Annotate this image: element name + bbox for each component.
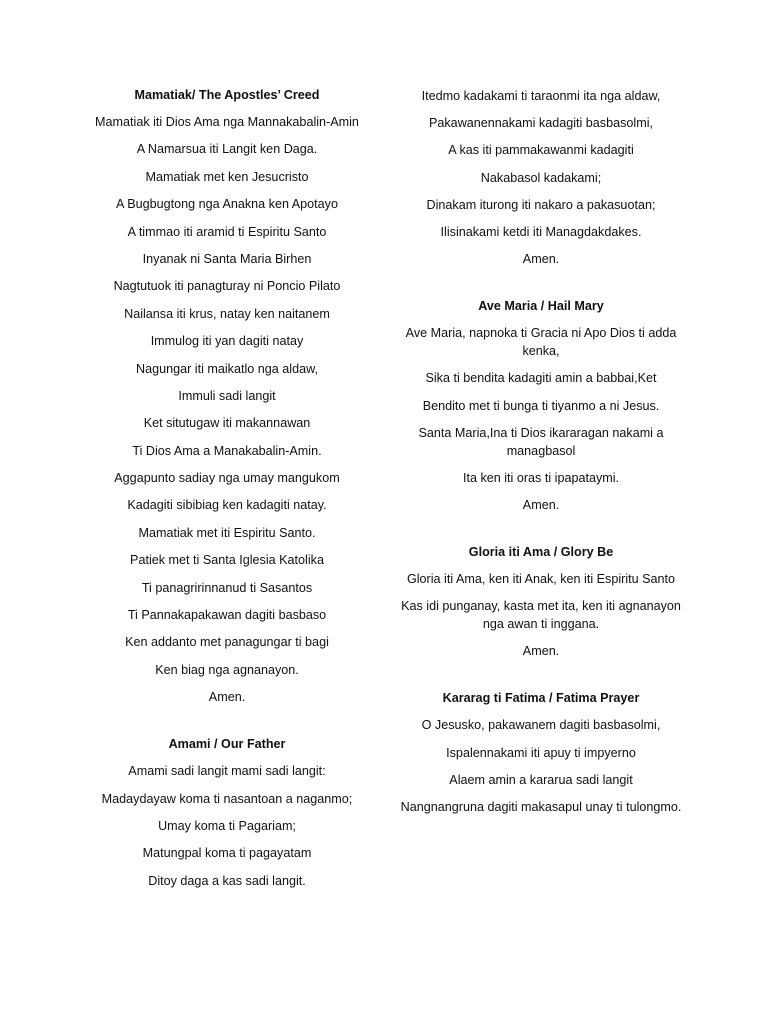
prayer-line: Madaydayaw koma ti nasantoan a naganmo; [101,791,353,806]
right-column [396,87,686,825]
prayer-line: Dinakam iturong iti nakaro a pakasuotan; [426,197,656,212]
section-title: Gloria iti Ama / Glory Be [468,545,614,560]
prayer-line: Amen. [522,498,560,513]
left-column [82,87,372,899]
prayer-line: Immulog iti yan dagiti natay [150,334,304,349]
section-title: Amami / Our Father [168,737,286,752]
prayer-line: Matungpal koma ti pagayatam [142,846,312,861]
prayer-line: Umay koma ti Pagariam; [158,818,296,833]
prayer-line: Amen. [522,644,560,659]
prayer-line: Bendito met ti bunga ti tiyanmo a ni Jesus. [422,398,660,413]
prayer-line: Mamatiak met ken Jesucristo [145,169,309,184]
prayer-lines [396,570,686,660]
section-our-father [82,736,372,890]
prayer-line: Alaem amin a kararua sadi langit [449,772,633,787]
prayer-line: Santa Maria,Ina ti Dios ikararagan nakami a managbasol [418,425,664,458]
prayer-line: A timmao iti aramid ti Espiritu Santo [127,224,327,239]
prayer-line: Immuli sadi langit [178,388,276,403]
prayer-line: Amami sadi langit mami sadi langit: [128,764,326,779]
section-apostles-creed [82,87,372,706]
prayer-line: Ken biag nga agnanayon. [155,662,299,677]
prayer-line: O Jesusko, pakawanem dagiti basbasolmi, [421,718,661,733]
prayer-line: Nangnangruna dagiti makasapul unay ti tulongmo. [400,800,682,814]
prayer-line: Ken addanto met panagungar ti bagi [125,635,329,650]
prayer-line: Ave Maria, napnoka ti Gracia ni Apo Dios ti adda kenka, [405,326,677,359]
prayer-line: A Namarsua iti Langit ken Daga. [136,142,318,157]
prayer-line: Ti panagririnnanud ti Sasantos [141,580,313,595]
prayer-line: Kas idi punganay, kasta met ita, ken iti agnanayon nga awan ti inggana. [401,599,681,632]
section-glory-be [396,544,686,660]
prayer-line: Amen. [522,252,560,267]
prayer-line: Ti Pannakapakawan dagiti basbaso [127,608,327,623]
prayer-line: Mamatiak iti Dios Ama nga Mannakabalin-Amin [95,115,359,129]
prayer-line: Ispalennakami iti apuy ti impyerno [446,745,636,760]
prayer-line: Inyanak ni Santa Maria Birhen [142,251,312,266]
prayer-lines [396,87,686,268]
prayer-line: Ditoy daga a kas sadi langit. [148,873,306,888]
prayer-line: Nailansa iti krus, natay ken naitanem [124,306,330,321]
section-title: Mamatiak/ The Apostles’ Creed [134,88,320,102]
section-our-father-continued [396,87,686,268]
prayer-line: Kadagiti sibibiag ken kadagiti natay. [127,498,327,513]
prayer-line: Amen. [208,690,246,705]
prayer-line: A Bugbugtong nga Anakna ken Apotayo [116,197,338,212]
prayer-line: Nagtutuok iti panagturay ni Poncio Pilato [113,279,341,294]
prayer-lines [82,762,372,890]
prayer-line: Nakabasol kadakami; [480,170,602,185]
prayer-line: Gloria iti Ama, ken iti Anak, ken iti Espiritu Santo [406,572,676,587]
prayer-line: Mamatiak met iti Espiritu Santo. [138,525,316,540]
prayer-line: Ilisinakami ketdi iti Managdakdakes. [440,224,642,239]
prayer-lines [396,324,686,514]
prayer-line: A kas iti pammakawanmi kadagiti [448,143,634,158]
section-title: Ave Maria / Hail Mary [478,299,604,314]
prayer-lines [396,716,686,816]
prayer-line: Aggapunto sadiay nga umay mangukom [114,471,340,486]
prayer-line: Nagungar iti maikatlo nga aldaw, [135,361,319,376]
prayer-line: Sika ti bendita kadagiti amin a babbai,Ket [425,371,657,386]
prayer-lines [82,113,372,706]
prayer-line: Patiek met ti Santa Iglesia Katolika [130,553,324,568]
prayer-line: Itedmo kadakami ti taraonmi ita nga aldaw, [421,89,661,103]
section-title: Kararag ti Fatima / Fatima Prayer [442,691,640,706]
section-fatima-prayer [396,690,686,816]
section-hail-mary [396,298,686,514]
prayer-line: Ket situtugaw iti makannawan [143,416,311,431]
prayer-line: Ti Dios Ama a Manakabalin-Amin. [132,443,322,458]
prayer-line: Ita ken iti oras ti ipapataymi. [462,470,620,485]
prayer-line: Pakawanennakami kadagiti basbasolmi, [428,116,654,131]
